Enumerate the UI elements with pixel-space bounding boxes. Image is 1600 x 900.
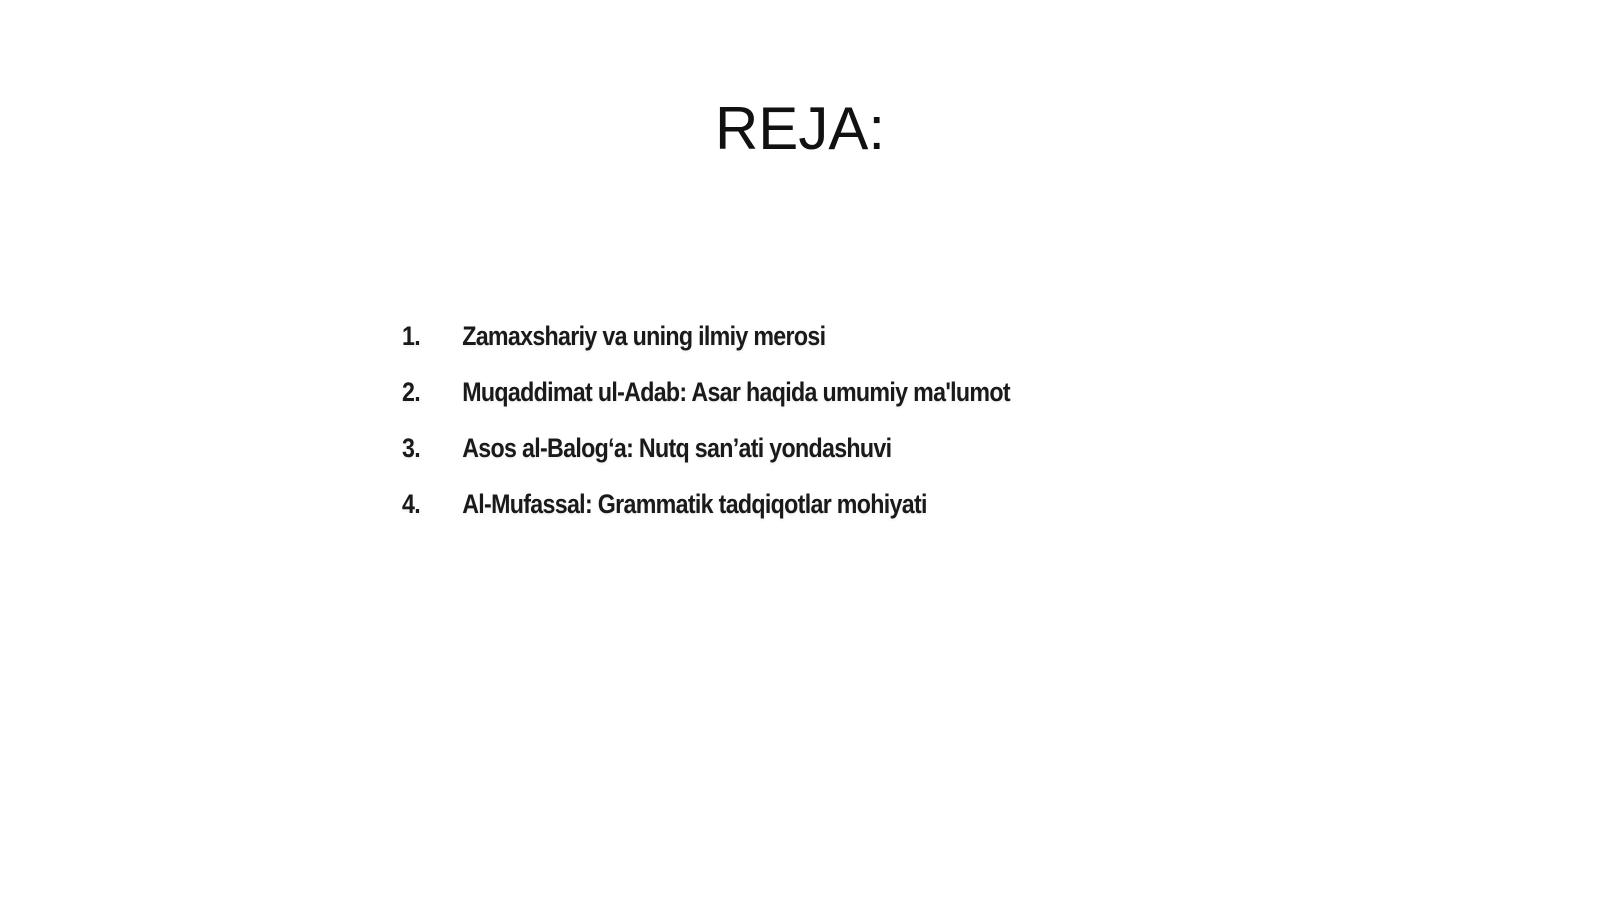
plan-list xyxy=(402,321,1109,545)
list-item-number: 4. xyxy=(402,489,420,519)
list-item xyxy=(402,489,1010,545)
list-item-text: Al-Mufassal: Grammatik tadqiqotlar mohiyati xyxy=(462,489,927,519)
list-item xyxy=(402,321,1010,377)
list-item-text: Asos al-Balog‘a: Nutq san’ati yondashuvi xyxy=(462,433,892,463)
list-item-number: 2. xyxy=(402,377,420,407)
list-item-text: Muqaddimat ul-Adab: Asar haqida umumiy ma'lumot xyxy=(462,377,1010,407)
list-item xyxy=(402,433,1010,489)
list-item xyxy=(402,377,1010,433)
list-item-text: Zamaxshariy va uning ilmiy merosi xyxy=(462,321,826,351)
list-item-number: 3. xyxy=(402,433,420,463)
list-item-number: 1. xyxy=(402,321,420,351)
slide-title: REJA: xyxy=(714,95,886,162)
